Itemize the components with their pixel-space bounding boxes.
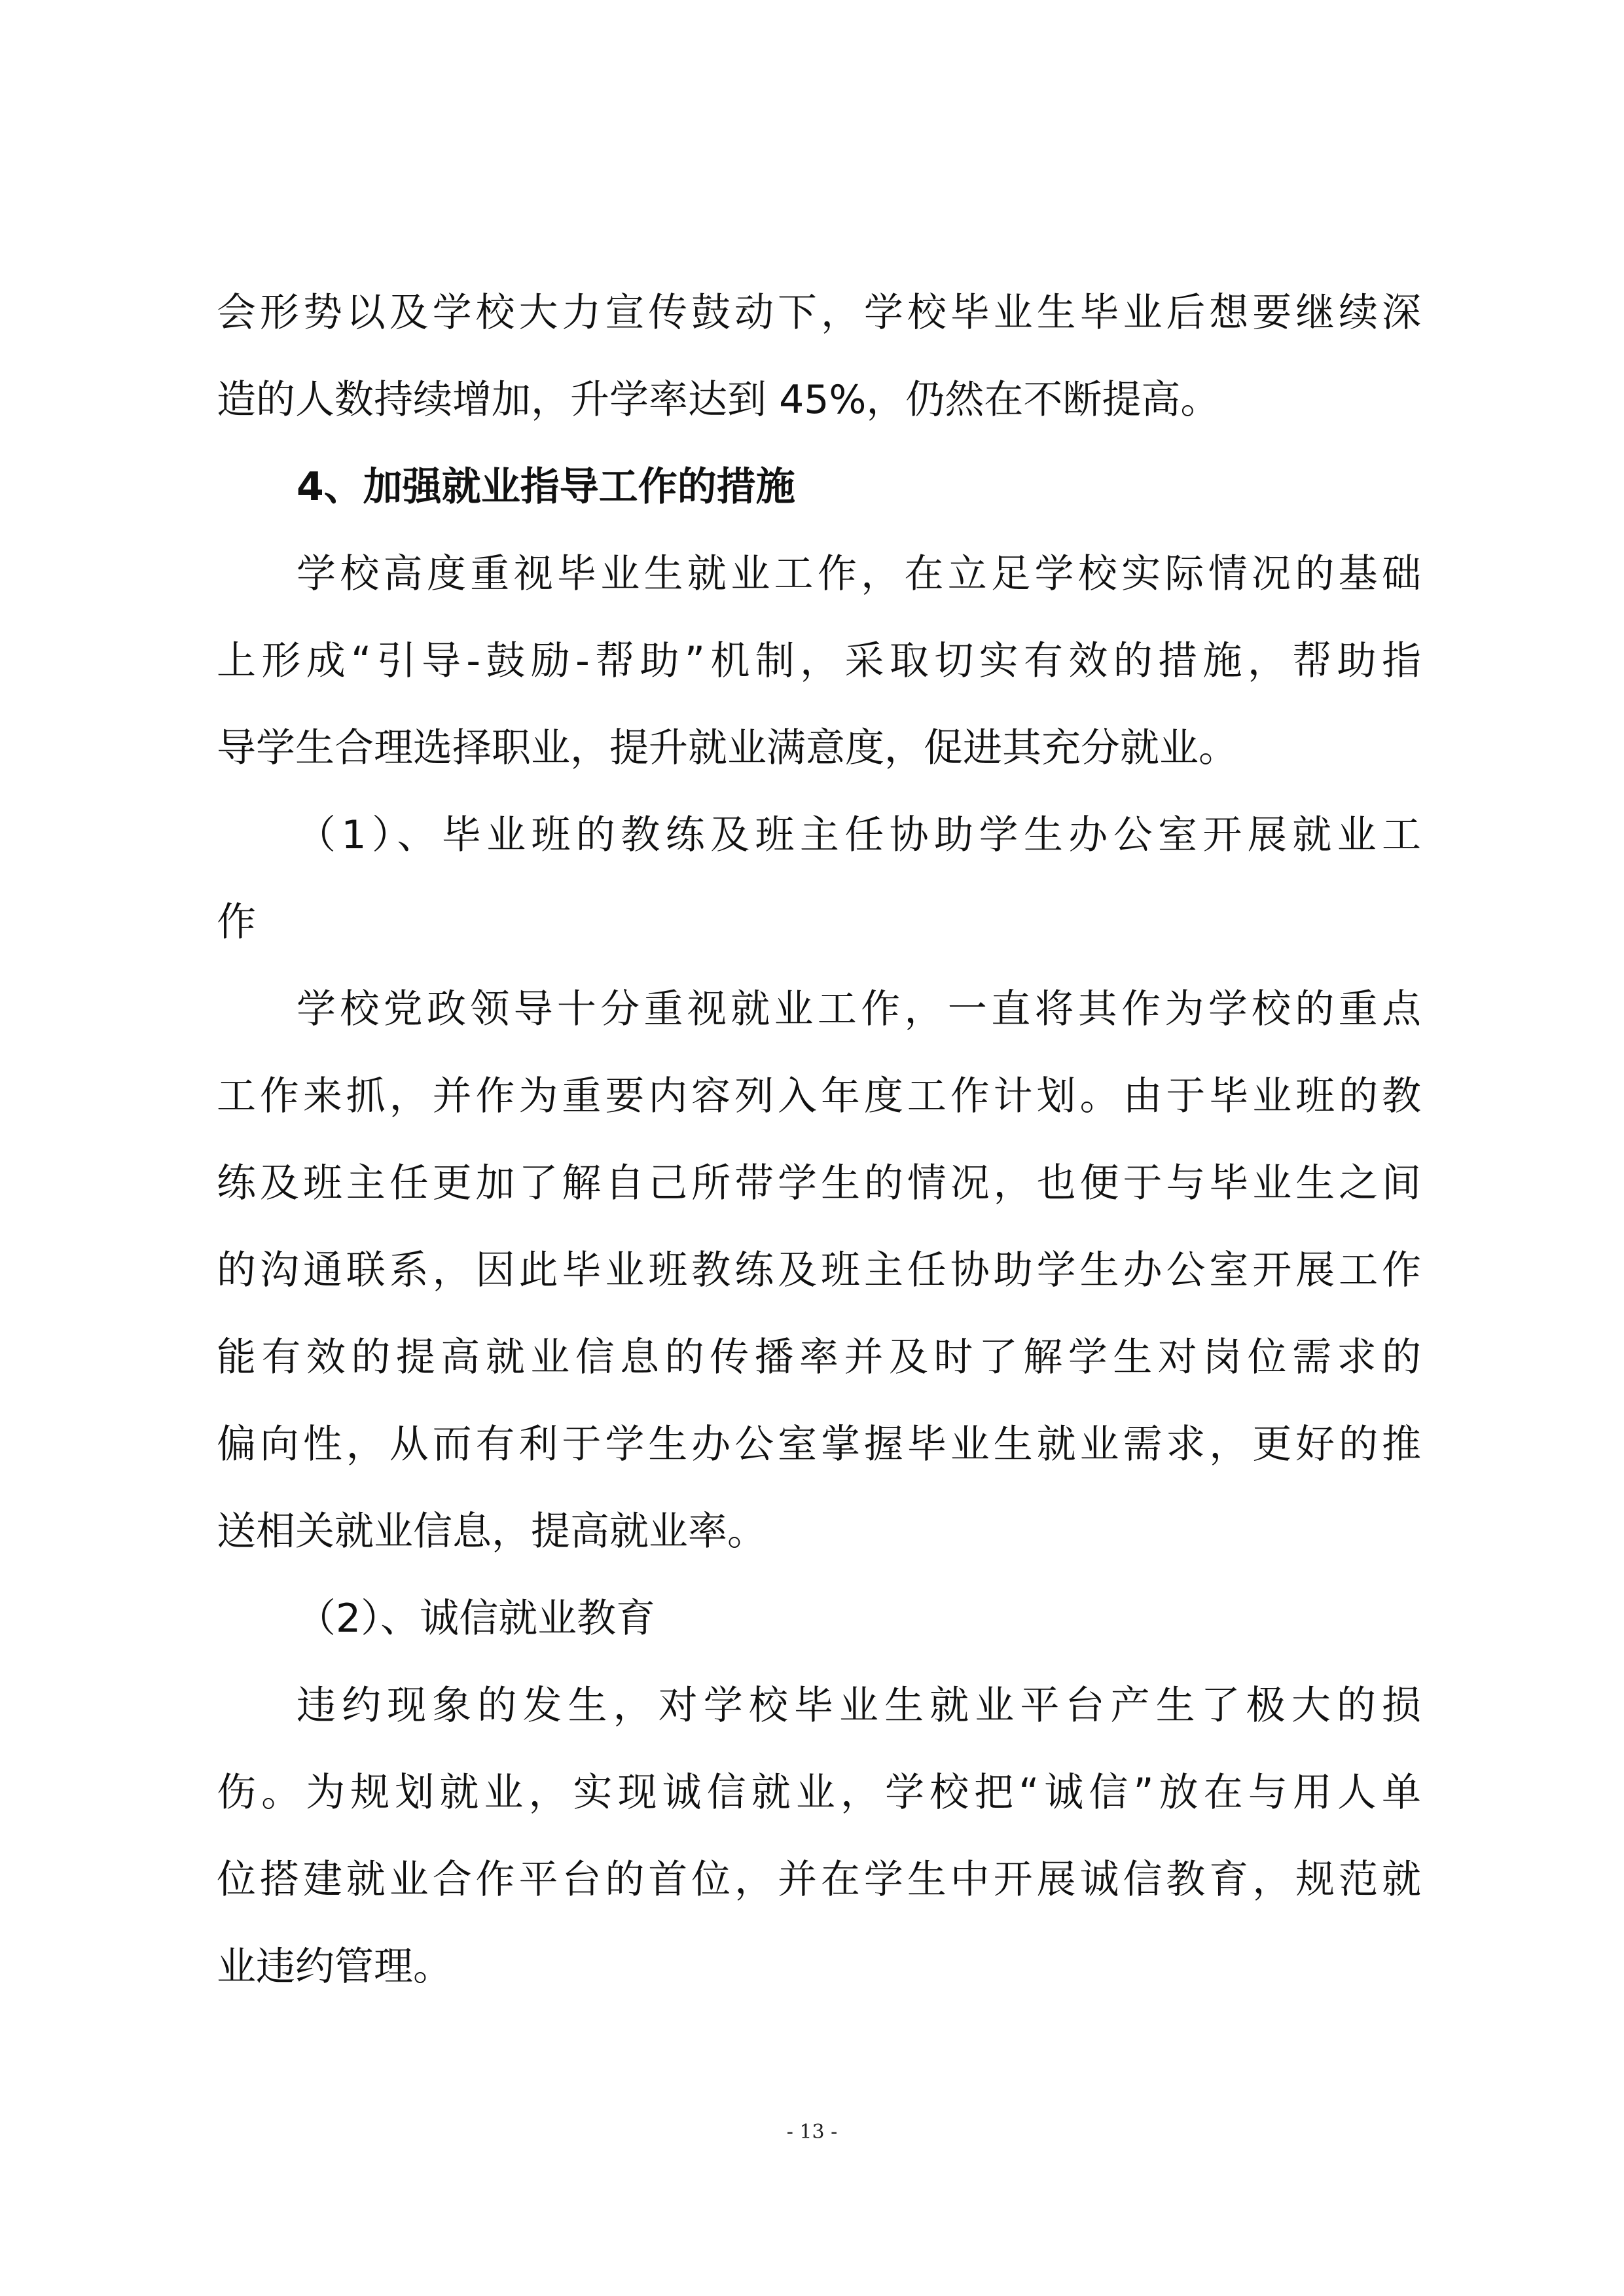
paragraph-line: 的沟通联系，因此毕业班教练及班主任协助学生办公室开展工作: [217, 1247, 1421, 1293]
paragraph-line: 学校党政领导十分重视就业工作，一直将其作为学校的重点: [297, 986, 1421, 1032]
paragraph-line: 练及班主任更加了解自己所带学生的情况，也便于与毕业生之间: [217, 1160, 1421, 1206]
subheading-line: （1）、毕业班的教练及班主任协助学生办公室开展就业工: [297, 812, 1421, 858]
page-number: - 13 -: [786, 2121, 838, 2144]
paragraph-line: 业违约管理。: [217, 1944, 452, 1990]
section-heading: 4、加强就业指导工作的措施: [297, 464, 795, 510]
paragraph-line: 造的人数持续增加，升学率达到 45%，仍然在不断提高。: [217, 377, 1220, 423]
paragraph-line: 会形势以及学校大力宣传鼓动下，学校毕业生毕业后想要继续深: [217, 290, 1421, 336]
paragraph-line: 位搭建就业合作平台的首位，并在学生中开展诚信教育，规范就: [217, 1857, 1421, 1903]
paragraph-line: 上形成“引导-鼓励-帮助”机制，采取切实有效的措施，帮助指: [217, 638, 1421, 684]
paragraph-line: 伤。为规划就业，实现诚信就业，学校把“诚信”放在与用人单: [217, 1770, 1421, 1816]
paragraph-line: 违约现象的发生，对学校毕业生就业平台产生了极大的损: [297, 1683, 1421, 1729]
subheading-line: 作: [217, 899, 256, 945]
subheading-line: （2）、诚信就业教育: [297, 1596, 656, 1641]
paragraph-line: 偏向性，从而有利于学生办公室掌握毕业生就业需求，更好的推: [217, 1422, 1421, 1467]
paragraph-line: 送相关就业信息，提高就业率。: [217, 1509, 767, 1554]
paragraph-line: 学校高度重视毕业生就业工作，在立足学校实际情况的基础: [297, 551, 1421, 597]
paragraph-line: 能有效的提高就业信息的传播率并及时了解学生对岗位需求的: [217, 1335, 1421, 1380]
paragraph-line: 导学生合理选择职业，提升就业满意度，促进其充分就业。: [217, 725, 1238, 771]
paragraph-line: 工作来抓，并作为重要内容列入年度工作计划。由于毕业班的教: [217, 1073, 1421, 1119]
